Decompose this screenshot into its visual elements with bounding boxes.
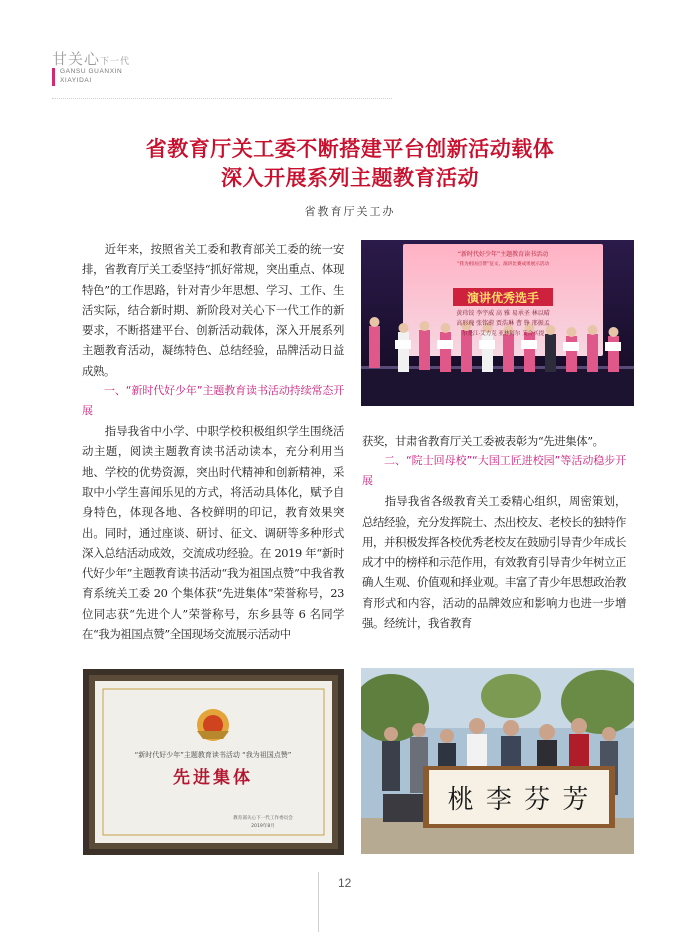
certificate-issuer: 教育部关心下一代工作委员会 bbox=[233, 816, 293, 821]
outdoor-svg bbox=[361, 668, 634, 854]
intro-paragraph: 近年来，按照省关工委和教育部关工委的统一安排，省教育厅关工委坚持“抓好常规，突出重点、体现特色”的工作思路，针对青少年思想、学习、工作、生活实际，结合新时期、新阶段对关心下一代工作的新要求，不断搭建平台、创新活动载体，深入开展系列主题教育活动，凝练特色、总结经验，品牌活动日益成熟。 bbox=[82, 242, 344, 378]
logo-cn-sub: 下一代 bbox=[100, 57, 131, 67]
right-column bbox=[362, 431, 626, 633]
stage-names-row2: 高形瑰 张铭蔚 贾浩琳 曹 铮 邢振孟 bbox=[456, 320, 550, 327]
logo-cn-main: 甘关心 bbox=[52, 50, 101, 68]
stage-award-photo bbox=[361, 240, 634, 406]
stage-photo-svg bbox=[361, 240, 634, 406]
article-author: 省教育厅关工办 bbox=[304, 205, 396, 218]
certificate-date: 2019年8月 bbox=[251, 824, 275, 829]
certificate-award: 先进集体 bbox=[173, 768, 253, 788]
outdoor-banner-text: 桃 李 芬 芳 bbox=[447, 785, 591, 815]
logo-accent-bar bbox=[52, 68, 55, 86]
certificate-svg bbox=[83, 669, 344, 855]
logo-en-line2: XIAYIDAI bbox=[60, 77, 92, 84]
section2-heading: 二、“院士回母校”“大国工匠进校园”等活动稳步开展 bbox=[362, 454, 626, 488]
stage-names-row3: 尔尧江·艾力克 亚林阿尔 艾合买提 bbox=[461, 331, 545, 337]
section1-paragraph: 指导我省中小学、中职学校积极组织学生围绕活动主题，阅读主题教育读书活动读本，充分利用当地、学校的优势资源，突出时代精神和创新精神，采取中小学生喜闻乐见的方式，将活动具体化，赋予自身特色，体现各地、各校鲜明的印记，教育效果突出。同时，通过座谈、研讨、征文、调研等多种形式深入总结活动成效，交流成功经验。在 2019 年“新时代好少年”主题教育读书活动“我为祖国点赞”中我省教育系统关工委 20 个集体获“先进集体”荣誉称号，23 位同志获“先进个人”荣誉称号，东乡县等 6 名同学在“我为祖国点赞”全国现场交流展示活动中 bbox=[82, 424, 344, 642]
stage-banner-line2: “我为祖国点赞”征文、演讲比赛成果展示活动 bbox=[456, 262, 550, 267]
page-number: 12 bbox=[338, 876, 352, 890]
stage-banner-title: 演讲优秀选手 bbox=[466, 291, 540, 305]
article-title-line1: 省教育厅关工委不断搭建平台创新活动载体 bbox=[145, 137, 555, 161]
section2-paragraph: 指导我省各级教育关工委精心组织，周密策划，总结经验，充分发挥院士、杰出校友、老校长的独特作用，并积极发挥各校优秀老校友在鼓励引导青少年成长成才中的榜样和示范作用，有效教育引导青少年树立正确人生观、价值观和择业观。丰富了青少年思想政治教育形式和内容，活动的品牌效应和影响力也进一步增强。经统计，我省教育 bbox=[362, 494, 626, 631]
outdoor-procession-photo bbox=[361, 668, 634, 854]
logo-en-line1: GANSU GUANXIN bbox=[60, 68, 123, 75]
certificate-activity: “新时代好少年”主题教育读书活动 “我为祖国点赞” bbox=[134, 751, 292, 759]
logo-en bbox=[60, 67, 122, 85]
stage-names-row1: 黄玮铰 李宇威 高 雅 易承圣 林以晴 bbox=[456, 310, 550, 317]
logo-cn bbox=[52, 48, 130, 69]
page-number-decoration bbox=[318, 872, 333, 932]
header-divider bbox=[52, 98, 392, 99]
section1-heading: 一、“新时代好少年”主题教育读书活动持续常态开展 bbox=[82, 384, 344, 418]
stage-banner-line1: “新时代好少年”主题教育读书活动 bbox=[457, 251, 549, 258]
left-column-top bbox=[82, 239, 344, 644]
magazine-logo bbox=[52, 44, 172, 94]
section1-continued: 获奖，甘肃省教育厅关工委被表彰为“先进集体”。 bbox=[362, 434, 604, 448]
certificate-photo bbox=[83, 669, 344, 855]
article-title-line2: 深入开展系列主题教育活动 bbox=[221, 166, 479, 190]
